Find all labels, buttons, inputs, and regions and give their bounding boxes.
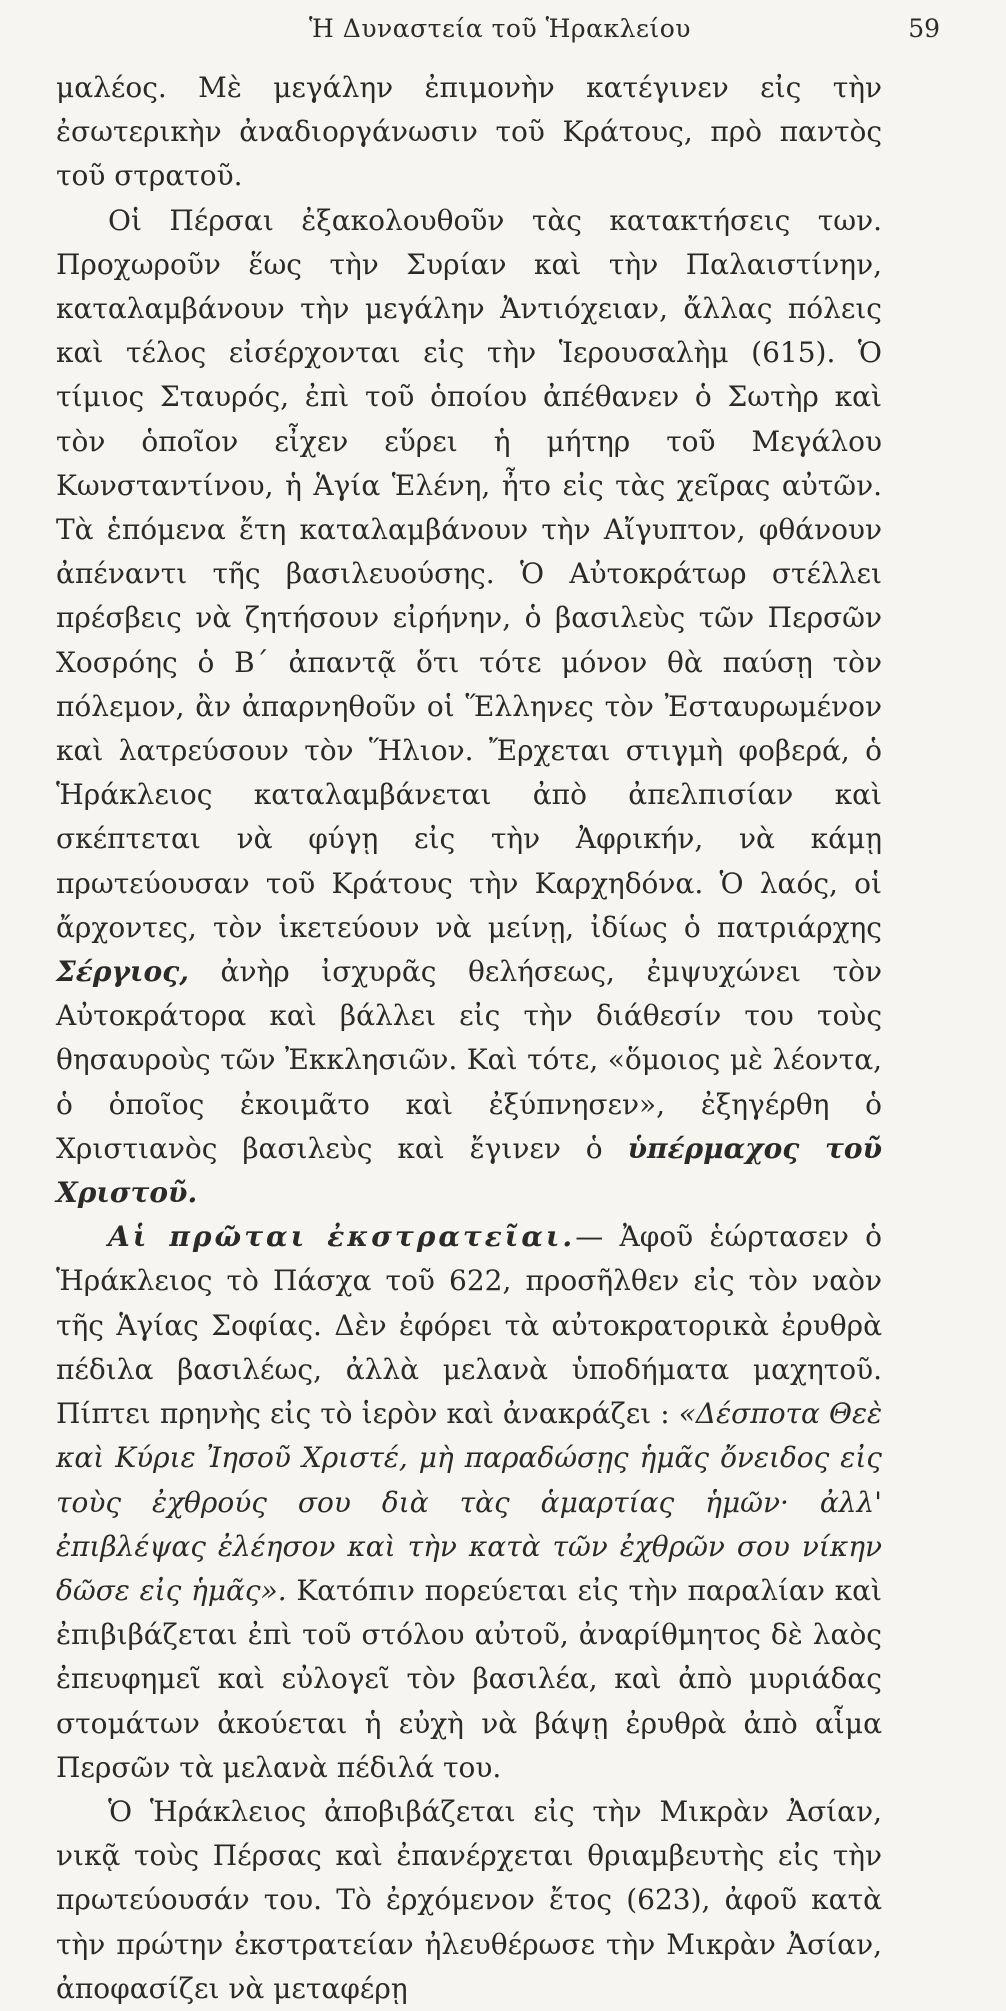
section-heading: Αἱ πρῶται ἐκστρατεῖαι. [108, 1220, 576, 1254]
paragraph-text: Κατόπιν πορεύεται εἰς τὴν παραλίαν καὶ ἐπιβιβάζεται ἐπὶ τοῦ στόλου αὐτοῦ, ἀναρίθμητος δὲ λαὸς ἐπευφημεῖ καὶ εὐλογεῖ τὸν βασιλέα, καὶ ἀπὸ μυριάδας στομάτων ἀκούεται ἡ εὐχὴ νὰ βάψῃ ἐρυθρὰ ἀπὸ αἷμα Περσῶν τὰ μελανὰ πέδιλά του. [56, 1573, 882, 1784]
running-title: Ἡ Δυναστεία τοῦ Ἡρακλείου [309, 14, 691, 43]
page-number: 59 [908, 14, 940, 43]
running-header [60, 14, 940, 48]
paragraph-text: ἀνὴρ ἰσχυρᾶς θελήσεως, ἐμψυχώνει τὸν Αὐτοκράτορα καὶ βάλλει εἰς τὴν διάθεσίν του τοὺς θησαυροὺς τῶν Ἐκκλησιῶν. Καὶ τότε, «ὅμοιος μὲ λέοντα, ὁ ὁποῖος ἐκοιμᾶτο καὶ ἐξύπνησεν», ἐξηγέρθη ὁ Χριστιανὸς βασιλεὺς καὶ ἔγινεν ὁ [56, 955, 882, 1165]
paragraph-persian-conquests [56, 199, 882, 1216]
paragraph-first-campaigns [56, 1215, 882, 1790]
patriarch-name: Σέργιος, [56, 955, 189, 989]
prayer-quote: «Δέσποτα Θεὲ καὶ Κύριε Ἰησοῦ Χριστέ, μὴ παραδώσῃς ἡμᾶς ὄνειδος εἰς τοὺς ἐχθρούς σου διὰ τὰς ἁμαρτίας ἡμῶν· ἀλλ' ἐπιβλέψας ἐλέησον καὶ τὴν κατὰ τῶν ἐχθρῶν σου νίκην δῶσε εἰς ἡμᾶς». [56, 1397, 882, 1607]
body-text [56, 66, 882, 2011]
paragraph-continuation: μαλέος. Μὲ μεγάλην ἐπιμονὴν κατέγινεν εἰς τὴν ἐσωτερικὴν ἀναδιοργάνωσιν τοῦ Κράτους, πρὸ παντὸς τοῦ στρατοῦ. [56, 71, 882, 193]
paragraph-text: Οἱ Πέρσαι ἐξακολουθοῦν τὰς κατακτήσεις των. Προχωροῦν ἕως τὴν Συρίαν καὶ τὴν Παλαιστίνην, καταλαμβάνουν τὴν μεγάλην Ἀντιόχειαν, ἄλλας πόλεις καὶ τέλος εἰσέρχονται εἰς τὴν Ἱερουσαλὴμ (615). Ὁ τίμιος Σταυρός, ἐπὶ τοῦ ὁποίου ἀπέθανεν ὁ Σωτὴρ καὶ τὸν ὁποῖον εἶχεν εὕρει ἡ μήτηρ τοῦ Μεγάλου Κωνσταντίνου, ἡ Ἁγία Ἑλένη, ἦτο εἰς τὰς χεῖρας αὐτῶν. Τὰ ἑπόμενα ἔτη καταλαμβάνουν τὴν Αἴγυπτον, φθάνουν ἀπέναντι τῆς βασιλευούσης. Ὁ Αὐτοκράτωρ στέλλει πρέσβεις νὰ ζητήσουν εἰρήνην, ὁ βασιλεὺς τῶν Περσῶν Χοσρόης ὁ Β΄ ἀπαντᾷ ὅτι τότε μόνον θὰ παύσῃ τὸν πόλεμον, ἂν ἀπαρνηθοῦν οἱ Ἕλληνες τὸν Ἐσταυρωμένον καὶ λατρεύσουν τὸν Ἥλιον. Ἔρχεται στιγμὴ φοβερά, ὁ Ἡράκλειος καταλαμβάνεται ἀπὸ ἀπελπισίαν καὶ σκέπτεται νὰ φύγῃ εἰς τὴν Ἀφρικήν, νὰ κάμῃ πρωτεύουσαν τοῦ Κράτους τὴν Καρχηδόνα. Ὁ λαός, οἱ ἄρχοντες, τὸν ἱκετεύουν νὰ μείνῃ, ἰδίως ὁ πατριάρχης [56, 203, 882, 944]
champion-title: ὑπέρμαχος τοῦ Χριστοῦ. [56, 1131, 882, 1210]
paragraph-text: — Ἀφοῦ ἑώρτασεν ὁ Ἡράκλειος τὸ Πάσχα τοῦ 622, προσῆλθεν εἰς τὸν ναὸν τῆς Ἁγίας Σοφίας. Δὲν ἐφόρει τὰ αὐτοκρατορικὰ ἐρυθρὰ πέδιλα βασιλέως, ἀλλὰ μελανὰ ὑποδήματα μαχητοῦ. Πίπτει πρηνὴς εἰς τὸ ἱερὸν καὶ ἀνακράζει : [56, 1220, 882, 1431]
paragraph-asia-minor: Ὁ Ἡράκλειος ἀποβιβάζεται εἰς τὴν Μικρὰν Ἀσίαν, νικᾷ τοὺς Πέρσας καὶ ἐπανέρχεται θριαμβευτὴς εἰς τὴν πρωτεύουσάν του. Τὸ ἐρχόμενον ἔτος (623), ἀφοῦ κατὰ τὴν πρώτην ἐκστρατείαν ἠλευθέρωσε τὴν Μικρὰν Ἀσίαν, ἀποφασίζει νὰ μεταφέρῃ [56, 1794, 882, 2005]
